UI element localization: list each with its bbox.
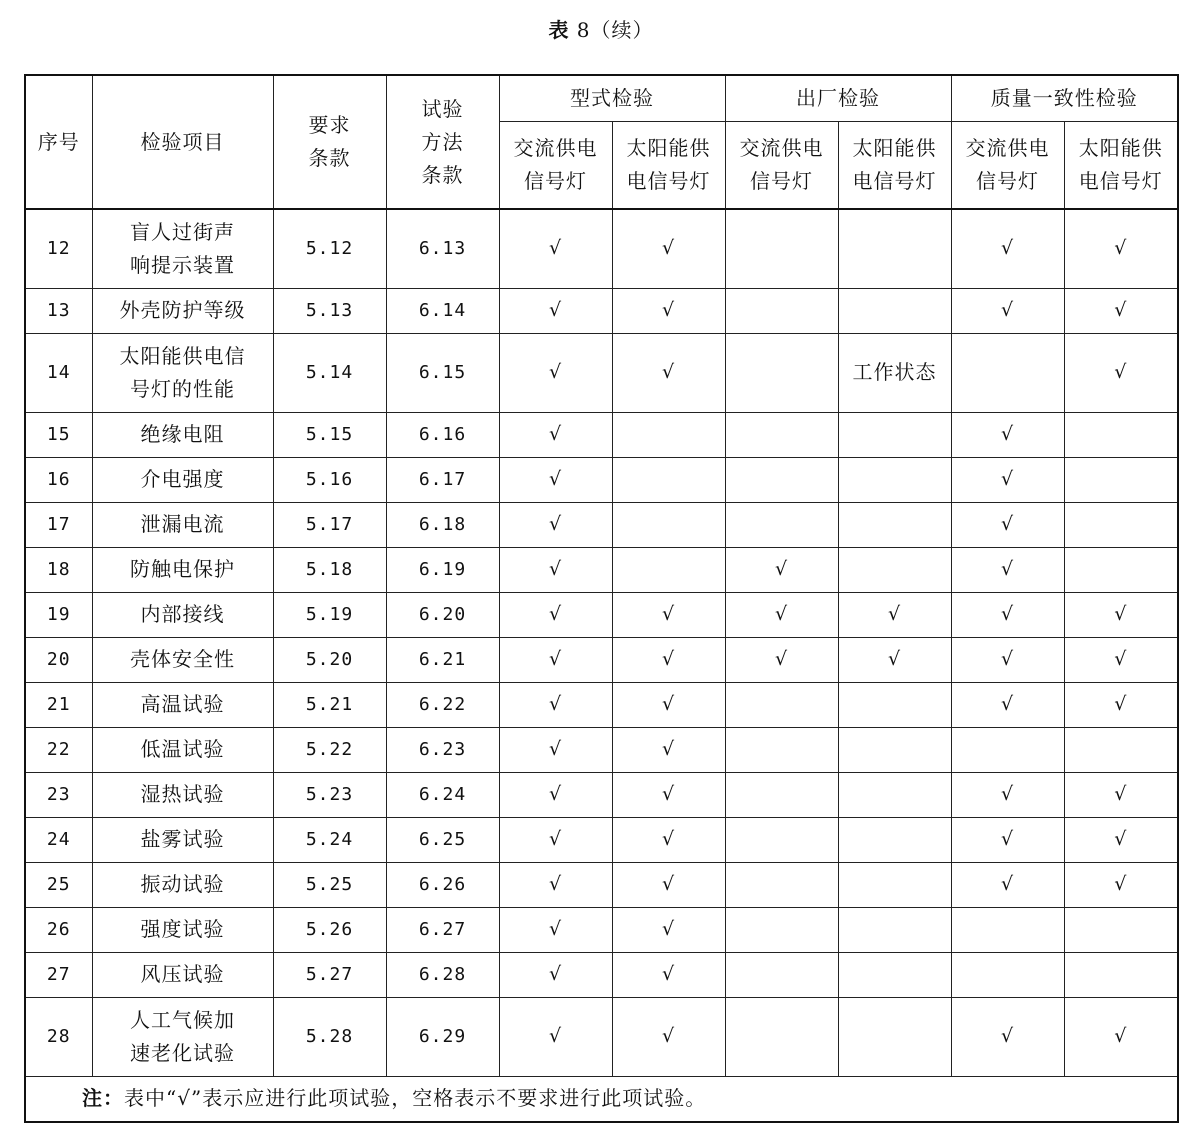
mark-cell bbox=[725, 907, 838, 952]
row-number: 15 bbox=[25, 412, 92, 457]
check-mark: √ bbox=[1064, 288, 1178, 333]
row-requirement: 5.12 bbox=[273, 209, 386, 288]
mark-cell bbox=[838, 772, 951, 817]
inspection-table bbox=[24, 74, 1179, 1123]
row-requirement: 5.28 bbox=[273, 997, 386, 1076]
header-subcolumn-line: 电信号灯 bbox=[1078, 168, 1163, 193]
row-item-line: 绝缘电阻 bbox=[140, 422, 225, 446]
row-item bbox=[92, 412, 273, 457]
check-mark: √ bbox=[499, 457, 612, 502]
check-mark: √ bbox=[951, 862, 1064, 907]
check-mark: √ bbox=[1064, 333, 1178, 412]
row-item-line: 低温试验 bbox=[140, 737, 225, 761]
row-method: 6.19 bbox=[386, 547, 499, 592]
row-number: 18 bbox=[25, 547, 92, 592]
mark-cell bbox=[725, 333, 838, 412]
row-method: 6.29 bbox=[386, 997, 499, 1076]
row-item-line: 振动试验 bbox=[140, 872, 225, 896]
check-mark: √ bbox=[612, 907, 725, 952]
row-item-line: 速老化试验 bbox=[130, 1040, 235, 1065]
row-item bbox=[92, 817, 273, 862]
note-label: 注： bbox=[82, 1086, 124, 1110]
check-mark: √ bbox=[838, 592, 951, 637]
row-number: 24 bbox=[25, 817, 92, 862]
check-mark: √ bbox=[499, 997, 612, 1076]
row-number: 14 bbox=[25, 333, 92, 412]
row-item-line: 内部接线 bbox=[140, 602, 225, 626]
table-row bbox=[25, 817, 1178, 862]
row-number: 26 bbox=[25, 907, 92, 952]
table-row bbox=[25, 907, 1178, 952]
mark-cell bbox=[612, 502, 725, 547]
check-mark: √ bbox=[951, 817, 1064, 862]
row-method: 6.16 bbox=[386, 412, 499, 457]
row-item-line: 号灯的性能 bbox=[130, 376, 235, 401]
check-mark: √ bbox=[1064, 772, 1178, 817]
mark-cell bbox=[725, 997, 838, 1076]
row-item bbox=[92, 502, 273, 547]
header-subcolumn bbox=[838, 121, 951, 209]
mark-cell bbox=[951, 952, 1064, 997]
mark-cell bbox=[725, 457, 838, 502]
check-mark: √ bbox=[951, 997, 1064, 1076]
row-item-line: 强度试验 bbox=[140, 917, 225, 941]
header-req-line: 要求 bbox=[308, 113, 351, 137]
row-item-line: 盲人过街声 bbox=[130, 219, 235, 244]
check-mark: √ bbox=[725, 637, 838, 682]
mark-cell bbox=[1064, 457, 1178, 502]
header-subcolumn-line: 交流供电 bbox=[739, 135, 824, 160]
row-item-line: 响提示装置 bbox=[130, 252, 235, 277]
mark-cell bbox=[1064, 727, 1178, 772]
row-requirement: 5.24 bbox=[273, 817, 386, 862]
row-item-line: 壳体安全性 bbox=[130, 647, 235, 671]
row-method: 6.28 bbox=[386, 952, 499, 997]
row-item-line: 高温试验 bbox=[140, 692, 225, 716]
row-requirement: 5.18 bbox=[273, 547, 386, 592]
check-mark: √ bbox=[951, 412, 1064, 457]
check-mark: √ bbox=[612, 637, 725, 682]
check-mark: √ bbox=[499, 637, 612, 682]
table-row bbox=[25, 862, 1178, 907]
check-mark: √ bbox=[951, 547, 1064, 592]
check-mark: √ bbox=[499, 412, 612, 457]
mark-cell bbox=[951, 907, 1064, 952]
check-mark: √ bbox=[499, 333, 612, 412]
header-subcolumn-line: 电信号灯 bbox=[852, 168, 937, 193]
mark-cell bbox=[838, 288, 951, 333]
header-subcolumn-line: 太阳能供 bbox=[626, 135, 711, 160]
row-requirement: 5.20 bbox=[273, 637, 386, 682]
mark-cell bbox=[838, 952, 951, 997]
row-number: 27 bbox=[25, 952, 92, 997]
mark-cell bbox=[838, 907, 951, 952]
mark-cell bbox=[725, 772, 838, 817]
row-method: 6.18 bbox=[386, 502, 499, 547]
mark-cell bbox=[838, 682, 951, 727]
table-row bbox=[25, 727, 1178, 772]
row-requirement: 5.27 bbox=[273, 952, 386, 997]
check-mark: √ bbox=[725, 547, 838, 592]
row-number: 28 bbox=[25, 997, 92, 1076]
row-method: 6.26 bbox=[386, 862, 499, 907]
row-item-line: 太阳能供电信 bbox=[119, 343, 246, 368]
mark-cell bbox=[838, 862, 951, 907]
check-mark: √ bbox=[499, 502, 612, 547]
mark-cell bbox=[838, 412, 951, 457]
table-row bbox=[25, 333, 1178, 412]
row-item bbox=[92, 547, 273, 592]
table-caption bbox=[0, 14, 1202, 43]
row-item bbox=[92, 209, 273, 288]
table-row bbox=[25, 772, 1178, 817]
check-mark: √ bbox=[951, 288, 1064, 333]
row-number: 21 bbox=[25, 682, 92, 727]
row-method: 6.15 bbox=[386, 333, 499, 412]
check-mark: √ bbox=[612, 592, 725, 637]
header-subcolumn bbox=[725, 121, 838, 209]
header-subcolumn-line: 信号灯 bbox=[750, 168, 813, 193]
mark-cell bbox=[725, 727, 838, 772]
check-mark: √ bbox=[951, 637, 1064, 682]
row-method: 6.22 bbox=[386, 682, 499, 727]
row-item-line: 人工气候加 bbox=[130, 1007, 235, 1032]
check-mark: √ bbox=[612, 288, 725, 333]
check-mark: √ bbox=[499, 547, 612, 592]
mark-cell bbox=[725, 817, 838, 862]
row-item bbox=[92, 457, 273, 502]
row-item bbox=[92, 592, 273, 637]
check-mark: √ bbox=[951, 772, 1064, 817]
header-method-line: 方法 bbox=[421, 129, 464, 154]
mark-cell bbox=[951, 727, 1064, 772]
table-row bbox=[25, 209, 1178, 288]
mark-cell bbox=[612, 457, 725, 502]
table-row bbox=[25, 637, 1178, 682]
check-mark: √ bbox=[612, 209, 725, 288]
row-item bbox=[92, 862, 273, 907]
mark-cell bbox=[1064, 412, 1178, 457]
row-number: 16 bbox=[25, 457, 92, 502]
check-mark: √ bbox=[951, 502, 1064, 547]
check-mark: √ bbox=[612, 772, 725, 817]
header-method-line: 条款 bbox=[421, 162, 464, 187]
check-mark: √ bbox=[951, 209, 1064, 288]
row-number: 23 bbox=[25, 772, 92, 817]
row-item-line: 泄漏电流 bbox=[140, 512, 225, 536]
header-subcolumn bbox=[951, 121, 1064, 209]
mark-cell bbox=[1064, 502, 1178, 547]
row-requirement: 5.17 bbox=[273, 502, 386, 547]
row-requirement: 5.21 bbox=[273, 682, 386, 727]
row-item bbox=[92, 952, 273, 997]
header-method-line: 试验 bbox=[421, 96, 464, 121]
mark-cell bbox=[838, 209, 951, 288]
check-mark: √ bbox=[1064, 817, 1178, 862]
row-method: 6.24 bbox=[386, 772, 499, 817]
check-mark: √ bbox=[1064, 997, 1178, 1076]
row-method: 6.17 bbox=[386, 457, 499, 502]
table-row bbox=[25, 412, 1178, 457]
mark-cell bbox=[838, 457, 951, 502]
mark-cell bbox=[725, 682, 838, 727]
header-seq: 序号 bbox=[25, 75, 92, 209]
table-row bbox=[25, 457, 1178, 502]
check-mark: √ bbox=[499, 592, 612, 637]
row-requirement: 5.26 bbox=[273, 907, 386, 952]
check-mark: √ bbox=[612, 997, 725, 1076]
mark-cell bbox=[838, 502, 951, 547]
row-method: 6.27 bbox=[386, 907, 499, 952]
table-row bbox=[25, 547, 1178, 592]
row-method: 6.20 bbox=[386, 592, 499, 637]
mark-cell bbox=[725, 862, 838, 907]
row-number: 13 bbox=[25, 288, 92, 333]
header-group-type: 型式检验 bbox=[499, 75, 725, 121]
header-subcolumn bbox=[1064, 121, 1178, 209]
check-mark: √ bbox=[612, 952, 725, 997]
note-text: 表中“√”表示应进行此项试验，空格表示不要求进行此项试验。 bbox=[124, 1086, 707, 1110]
header-item: 检验项目 bbox=[92, 75, 273, 209]
check-mark: √ bbox=[1064, 862, 1178, 907]
mark-cell bbox=[612, 412, 725, 457]
row-item-line: 外壳防护等级 bbox=[119, 298, 246, 322]
mark-cell: 工作状态 bbox=[838, 333, 951, 412]
check-mark: √ bbox=[499, 772, 612, 817]
table-note bbox=[25, 1076, 1178, 1122]
mark-cell bbox=[725, 412, 838, 457]
row-requirement: 5.13 bbox=[273, 288, 386, 333]
row-item bbox=[92, 682, 273, 727]
table-row bbox=[25, 592, 1178, 637]
row-item-line: 湿热试验 bbox=[140, 782, 225, 806]
check-mark: √ bbox=[499, 817, 612, 862]
header-subcolumn-line: 太阳能供 bbox=[1078, 135, 1163, 160]
mark-cell bbox=[838, 727, 951, 772]
check-mark: √ bbox=[499, 952, 612, 997]
check-mark: √ bbox=[499, 862, 612, 907]
table-row bbox=[25, 952, 1178, 997]
mark-cell bbox=[838, 547, 951, 592]
check-mark: √ bbox=[1064, 682, 1178, 727]
row-number: 22 bbox=[25, 727, 92, 772]
table-row bbox=[25, 502, 1178, 547]
row-number: 19 bbox=[25, 592, 92, 637]
row-method: 6.21 bbox=[386, 637, 499, 682]
table-row bbox=[25, 288, 1178, 333]
check-mark: √ bbox=[725, 592, 838, 637]
header-subcolumn-line: 电信号灯 bbox=[626, 168, 711, 193]
header-subcolumn bbox=[612, 121, 725, 209]
check-mark: √ bbox=[612, 817, 725, 862]
row-number: 25 bbox=[25, 862, 92, 907]
row-item bbox=[92, 772, 273, 817]
mark-cell bbox=[838, 817, 951, 862]
mark-cell bbox=[725, 209, 838, 288]
mark-cell bbox=[612, 547, 725, 592]
check-mark: √ bbox=[499, 209, 612, 288]
row-requirement: 5.22 bbox=[273, 727, 386, 772]
check-mark: √ bbox=[951, 682, 1064, 727]
row-method: 6.23 bbox=[386, 727, 499, 772]
mark-cell bbox=[725, 952, 838, 997]
row-number: 17 bbox=[25, 502, 92, 547]
header-subcolumn bbox=[499, 121, 612, 209]
table-row bbox=[25, 682, 1178, 727]
check-mark: √ bbox=[612, 727, 725, 772]
mark-cell bbox=[951, 333, 1064, 412]
row-method: 6.13 bbox=[386, 209, 499, 288]
row-number: 20 bbox=[25, 637, 92, 682]
check-mark: √ bbox=[1064, 209, 1178, 288]
check-mark: √ bbox=[951, 592, 1064, 637]
header-req bbox=[273, 75, 386, 209]
check-mark: √ bbox=[1064, 592, 1178, 637]
row-item bbox=[92, 333, 273, 412]
row-requirement: 5.19 bbox=[273, 592, 386, 637]
check-mark: √ bbox=[499, 727, 612, 772]
row-method: 6.25 bbox=[386, 817, 499, 862]
header-group-factory: 出厂检验 bbox=[725, 75, 951, 121]
check-mark: √ bbox=[612, 682, 725, 727]
header-subcolumn-line: 太阳能供 bbox=[852, 135, 937, 160]
check-mark: √ bbox=[1064, 637, 1178, 682]
check-mark: √ bbox=[612, 333, 725, 412]
row-item-line: 介电强度 bbox=[140, 467, 225, 491]
row-item-line: 盐雾试验 bbox=[140, 827, 225, 851]
check-mark: √ bbox=[499, 288, 612, 333]
table-row bbox=[25, 997, 1178, 1076]
header-subcolumn-line: 信号灯 bbox=[976, 168, 1039, 193]
row-item bbox=[92, 288, 273, 333]
row-item-line: 防触电保护 bbox=[130, 557, 235, 581]
row-item bbox=[92, 727, 273, 772]
row-item-line: 风压试验 bbox=[140, 962, 225, 986]
mark-cell bbox=[1064, 952, 1178, 997]
row-requirement: 5.23 bbox=[273, 772, 386, 817]
row-requirement: 5.16 bbox=[273, 457, 386, 502]
check-mark: √ bbox=[838, 637, 951, 682]
mark-cell bbox=[725, 502, 838, 547]
mark-cell bbox=[725, 288, 838, 333]
mark-cell bbox=[838, 997, 951, 1076]
caption-label: 表 bbox=[548, 18, 570, 42]
check-mark: √ bbox=[499, 682, 612, 727]
row-item bbox=[92, 637, 273, 682]
row-item bbox=[92, 907, 273, 952]
check-mark: √ bbox=[499, 907, 612, 952]
mark-cell bbox=[1064, 547, 1178, 592]
mark-cell bbox=[1064, 907, 1178, 952]
row-item bbox=[92, 997, 273, 1076]
row-requirement: 5.14 bbox=[273, 333, 386, 412]
header-req-line: 条款 bbox=[308, 146, 351, 170]
header-group-quality: 质量一致性检验 bbox=[951, 75, 1178, 121]
caption-number: 8（续） bbox=[569, 18, 654, 42]
header-subcolumn-line: 交流供电 bbox=[513, 135, 598, 160]
check-mark: √ bbox=[612, 862, 725, 907]
header-subcolumn-line: 交流供电 bbox=[965, 135, 1050, 160]
row-method: 6.14 bbox=[386, 288, 499, 333]
row-requirement: 5.25 bbox=[273, 862, 386, 907]
check-mark: √ bbox=[951, 457, 1064, 502]
row-requirement: 5.15 bbox=[273, 412, 386, 457]
header-method bbox=[386, 75, 499, 209]
header-subcolumn-line: 信号灯 bbox=[524, 168, 587, 193]
row-number: 12 bbox=[25, 209, 92, 288]
